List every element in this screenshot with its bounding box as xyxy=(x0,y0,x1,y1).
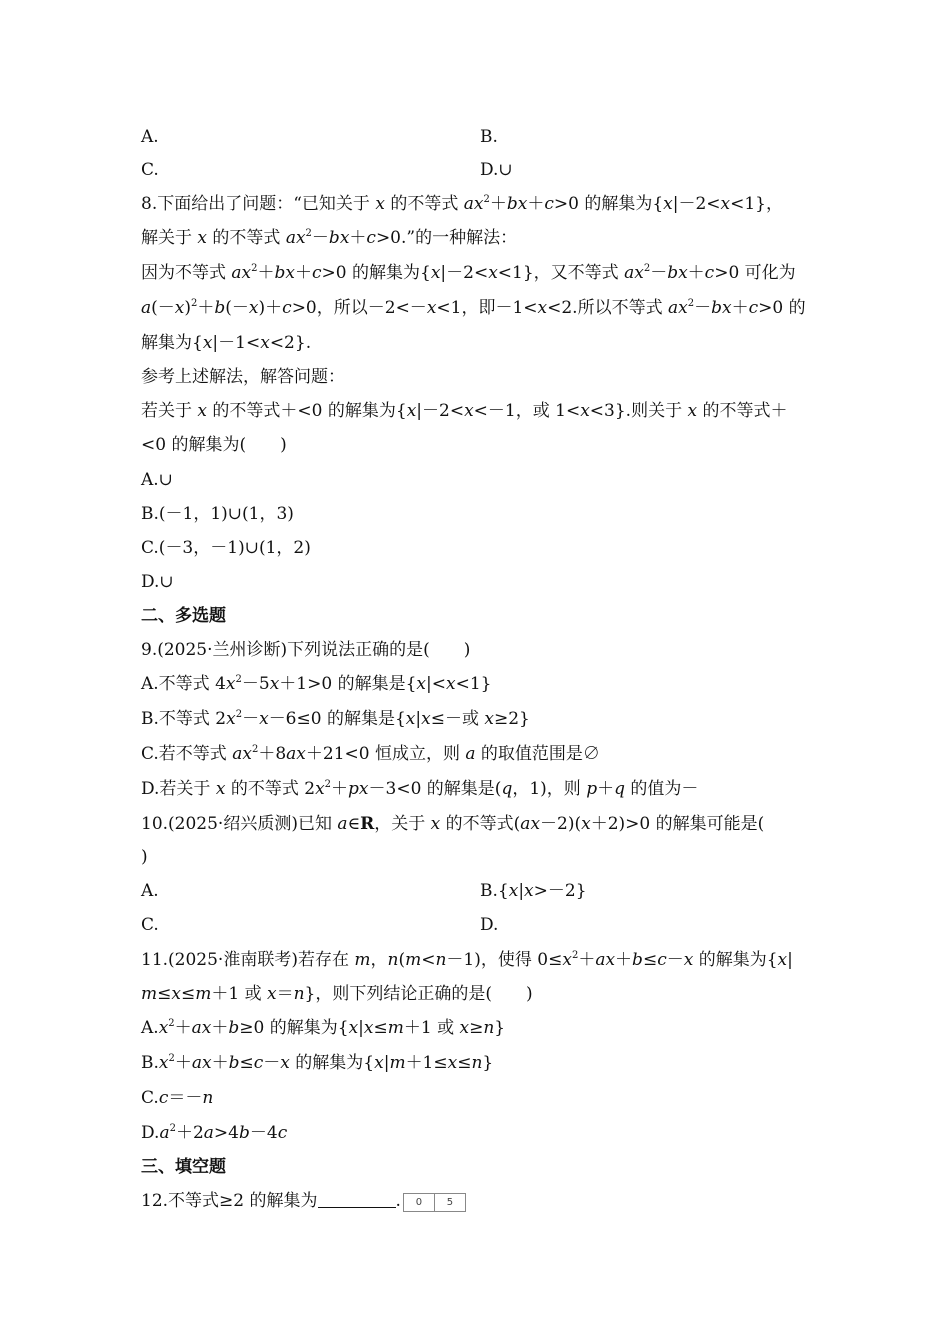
q11-stem: 11.(2025·淮南联考)若存在 m，n(m<n－1)，使得 $0\le x^2+ax+b\le c-x$ 的解集为{x| xyxy=(141,950,793,970)
q9-stem: 9.(2025·兰州诊断)下列说法正确的是( ) xyxy=(141,640,471,660)
q7-option-a: A. xyxy=(141,127,159,147)
q8-line-1: 8.下面给出了问题：“已知关于 x 的不等式 $ax^2+bx+c>0$ 的解集为{x|－2<x<1}， xyxy=(141,194,784,214)
q8-option-c: C.(－3，－1)∪(1，2) xyxy=(141,538,311,558)
q10-option-d: D. xyxy=(480,915,499,935)
section-heading-multiple-choice: 二、多选题 xyxy=(141,606,226,626)
q8-line-3: 因为不等式 $ax^2+bx+c>0$ 的解集为{x|－2<x<1}，又不等式 $ax^2-bx+c>0$ 可化为 xyxy=(141,263,796,283)
q10-option-a: A. xyxy=(141,881,159,901)
score-cell-5: 5 xyxy=(434,1194,465,1211)
q9-option-a: A.不等式 $4x^2-5x+1>0$ 的解集是{x|<x<1} xyxy=(141,674,492,694)
q7-option-b: B. xyxy=(480,127,498,147)
q8-line-2: 解关于 x 的不等式 $ax^2-bx+c>0$.”的一种解法： xyxy=(141,228,518,248)
q8-option-b: B.(－1，1)∪(1，3) xyxy=(141,504,294,524)
q8-line-5: 解集为{x|－1<x<2}. xyxy=(141,333,312,353)
q11-option-c: C.c＝－n xyxy=(141,1088,214,1108)
q9-option-b: B.不等式 $2x^2-x-6\le 0$ 的解集是{x|x≤－或 x≥2} xyxy=(141,709,530,729)
q11-option-b: $B.x^2+ax+b\le c-x$ 的解集为{x|m＋1≤x≤n} xyxy=(141,1053,494,1073)
q8-option-a: A.∪ xyxy=(141,470,173,490)
q7-option-c: C. xyxy=(141,160,159,180)
section-heading-fill-in: 三、填空题 xyxy=(141,1157,226,1177)
q8-line-7: 若关于 x 的不等式＋<0 的解集为{x|－2<x<－1，或 1<x<3}.则关于 x 的不等式＋ xyxy=(141,401,788,421)
q10-stem-cont: ) xyxy=(141,847,148,867)
q7-option-d: D.∪ xyxy=(480,160,513,180)
q11-option-a: $A.x^2+ax+b\ge 0$ 的解集为{x|x≤m＋1 或 x≥n} xyxy=(141,1018,506,1038)
q10-option-b: B.{x|x>－2} xyxy=(480,881,587,901)
q8-option-d: D.∪ xyxy=(141,572,174,592)
q8-line-8: <0 的解集为( ) xyxy=(141,435,287,455)
q9-option-d: D.若关于 x 的不等式 $2x^2+px-3<0$ 的解集是(q，1)，则 p＋q 的值为－ xyxy=(141,779,699,799)
score-box xyxy=(403,1193,466,1212)
q10-stem: 10.(2025·绍兴质测)已知 a∈R，关于 x 的不等式(ax－2)(x＋2)>0 的解集可能是( xyxy=(141,814,765,834)
q11-option-d: $D.a^2+2a>4b-4c$ xyxy=(141,1123,288,1143)
score-cell-0: 0 xyxy=(415,1197,423,1208)
q8-line-4: $a(-x)^2+b(-x)+c>0$，所以－2<－x<1，即－1<x<2.所以不等式 $ax^2-bx+c>0$ 的 xyxy=(141,298,806,318)
q10-option-c: C. xyxy=(141,915,159,935)
q12-stem: 12.不等式≥2 的解集为 . 0 5 xyxy=(141,1190,466,1212)
q9-option-c: C.若不等式 $ax^2+8ax+21<0$ 恒成立，则 a 的取值范围是∅ xyxy=(141,744,600,764)
answer-blank[interactable] xyxy=(318,1193,396,1208)
q11-stem-cont: m≤x≤m＋1 或 x＝n}，则下列结论正确的是( ) xyxy=(141,984,533,1004)
q8-line-6: 参考上述解法，解答问题： xyxy=(141,367,345,387)
